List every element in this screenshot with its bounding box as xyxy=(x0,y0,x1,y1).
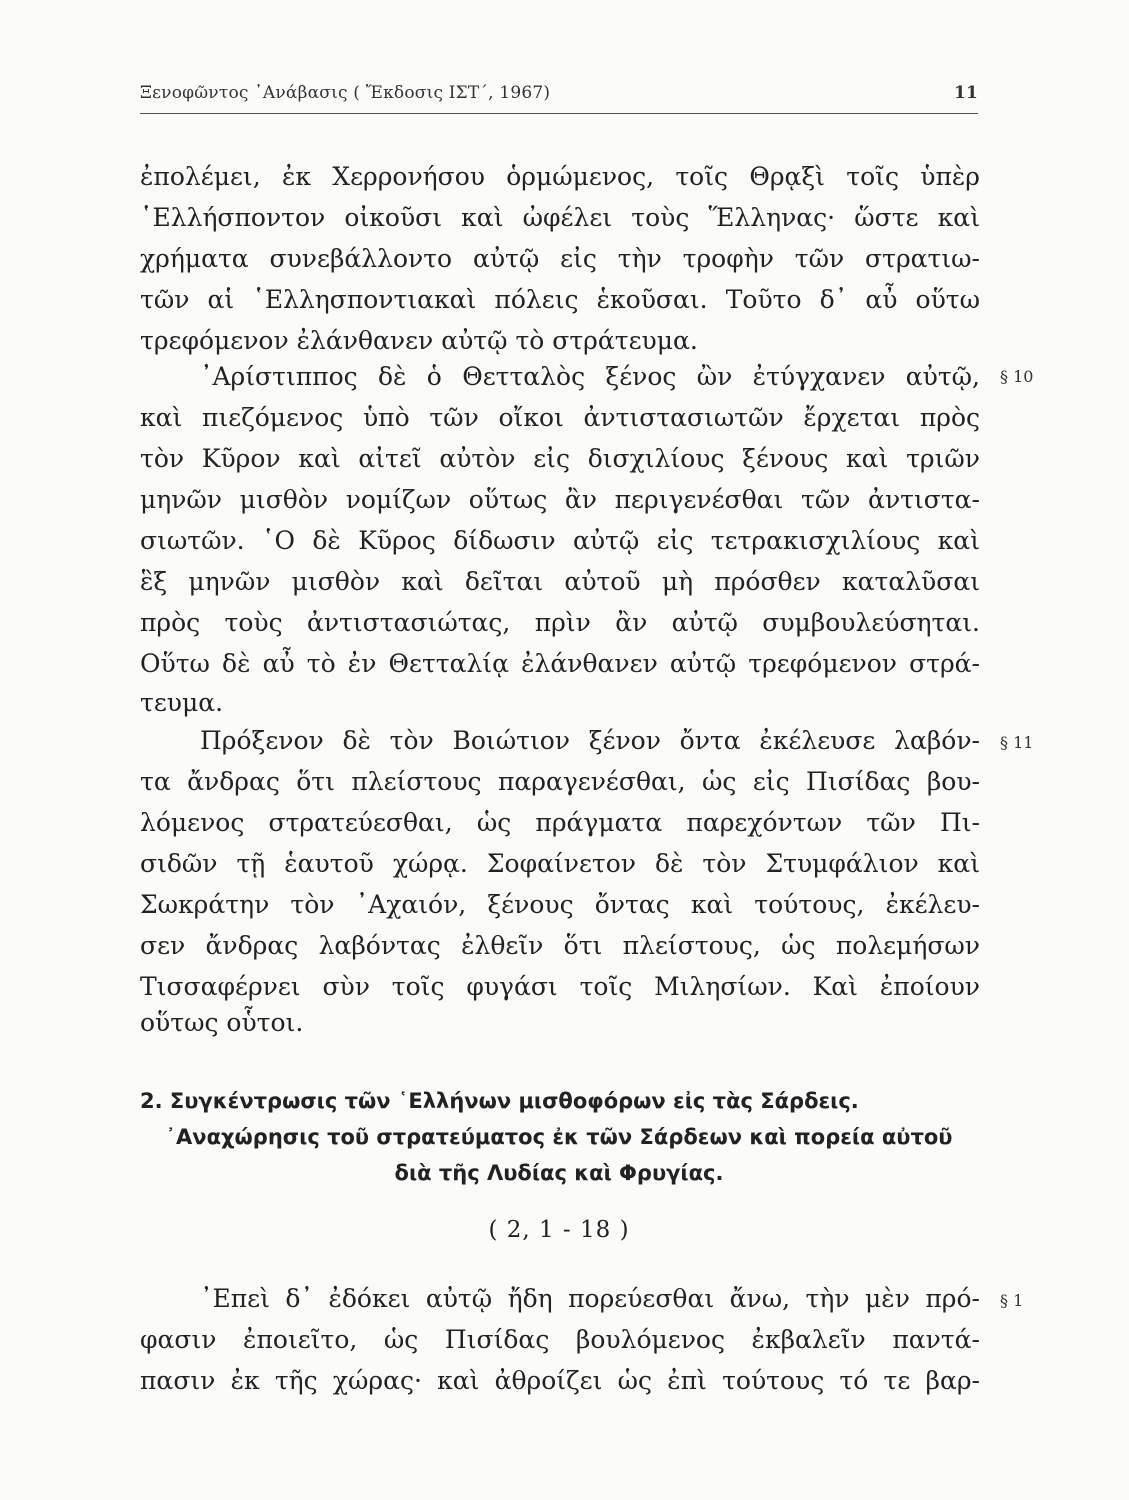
text-line: σιωτῶν. ῾Ο δὲ Κῦρος δίδωσιν αὐτῷ εἰς τετρακισχιλίους καὶ xyxy=(140,526,980,555)
text-line: ἐπολέμει, ἐκ Χερρονήσου ὁρμώμενος, τοῖς Θρᾳξὶ τοῖς ὑπὲρ xyxy=(140,162,980,191)
chapter-heading-line: ᾿Αναχώρησις τοῦ στρατεύματος ἐκ τῶν Σάρδεων καὶ πορεία αὐτοῦ xyxy=(165,1125,953,1149)
text-line: ῾Ελλήσποντον οἰκοῦσι καὶ ὠφέλει τοὺς Ἕλληνας· ὥστε καὶ xyxy=(140,203,980,232)
text-line: τευμα. xyxy=(140,688,224,717)
section-number: § 10 xyxy=(1000,367,1034,386)
text-line: πρὸς τοὺς ἀντιστασιώτας, πρὶν ἂν αὐτῷ συμβουλεύσηται. xyxy=(140,608,980,637)
text-line: οὕτως οὗτοι. xyxy=(140,1008,304,1037)
text-line: τὸν Κῦρον καὶ αἰτεῖ αὐτὸν εἰς δισχιλίους ξένους καὶ τριῶν xyxy=(140,444,980,473)
chapter-heading: 2. Συγκέντρωσις τῶν ῾Ελλήνων μισθοφόρων εἰς τὰς Σάρδεις. xyxy=(140,1089,859,1113)
page-number: 11 xyxy=(953,83,978,103)
text-line: πασιν ἐκ τῆς χώρας· καὶ ἀθροίζει ὡς ἐπὶ τούτους τό τε βαρ- xyxy=(140,1366,980,1395)
chapter-reference: ( 2, 1 - 18 ) xyxy=(488,1217,630,1243)
text-line: λόμενος στρατεύεσθαι, ὡς πράγματα παρεχόντων τῶν Πι- xyxy=(140,808,980,837)
text-line: σεν ἄνδρας λαβόντας ἐλθεῖν ὅτι πλείστους, ὡς πολεμήσων xyxy=(140,931,980,960)
text-line: μηνῶν μισθὸν νομίζων οὕτως ἂν περιγενέσθαι τῶν ἀντιστα- xyxy=(140,485,980,514)
text-line: Τισσαφέρνει σὺν τοῖς φυγάσι τοῖς Μιλησίων. Καὶ ἐποίουν xyxy=(140,972,980,1001)
text-line: σιδῶν τῇ ἑαυτοῦ χώρᾳ. Σοφαίνετον δὲ τὸν Στυμφάλιον καὶ xyxy=(140,849,980,878)
text-line: τρεφόμενον ἐλάνθανεν αὐτῷ τὸ στράτευμα. xyxy=(140,326,698,355)
section-number: § 11 xyxy=(1000,733,1034,752)
header-rule xyxy=(140,113,978,114)
section-number: § 1 xyxy=(1000,1291,1024,1310)
text-line: Πρόξενον δὲ τὸν Βοιώτιον ξένον ὄντα ἐκέλευσε λαβόν- xyxy=(200,726,980,755)
running-title: Ξενοφῶντος ᾿Ανάβασις ( Ἔκδοσις ΙΣΤ΄, 1967) xyxy=(140,83,551,103)
text-line: καὶ πιεζόμενος ὑπὸ τῶν οἴκοι ἀντιστασιωτῶν ἔρχεται πρὸς xyxy=(140,403,980,432)
text-line: Σωκράτην τὸν ᾿Αχαιόν, ξένους ὄντας καὶ τούτους, ἐκέλευ- xyxy=(140,890,980,919)
text-line: φασιν ἐποιεῖτο, ὡς Πισίδας βουλόμενος ἐκβαλεῖν παντά- xyxy=(140,1325,980,1354)
text-line: ᾿Επεὶ δ᾿ ἐδόκει αὐτῷ ἤδη πορεύεσθαι ἄνω, τὴν μὲν πρό- xyxy=(200,1284,980,1313)
text-line: χρήματα συνεβάλλοντο αὐτῷ εἰς τὴν τροφὴν τῶν στρατιω- xyxy=(140,244,980,273)
chapter-heading-line: διὰ τῆς Λυδίας καὶ Φρυγίας. xyxy=(394,1161,724,1185)
text-line: ᾿Αρίστιππος δὲ ὁ Θετταλὸς ξένος ὢν ἐτύγχανεν αὐτῷ, xyxy=(200,362,980,391)
text-line: ἓξ μηνῶν μισθὸν καὶ δεῖται αὐτοῦ μὴ πρόσθεν καταλῦσαι xyxy=(140,567,980,596)
running-head xyxy=(140,83,978,111)
text-line: τῶν αἱ ῾Ελλησποντιακαὶ πόλεις ἑκοῦσαι. Τοῦτο δ᾿ αὖ οὕτω xyxy=(140,285,980,314)
text-line: Οὕτω δὲ αὖ τὸ ἐν Θετταλίᾳ ἐλάνθανεν αὐτῷ τρεφόμενον στρά- xyxy=(140,649,980,678)
text-line: τα ἄνδρας ὅτι πλείστους παραγενέσθαι, ὡς εἰς Πισίδας βου- xyxy=(140,767,980,796)
